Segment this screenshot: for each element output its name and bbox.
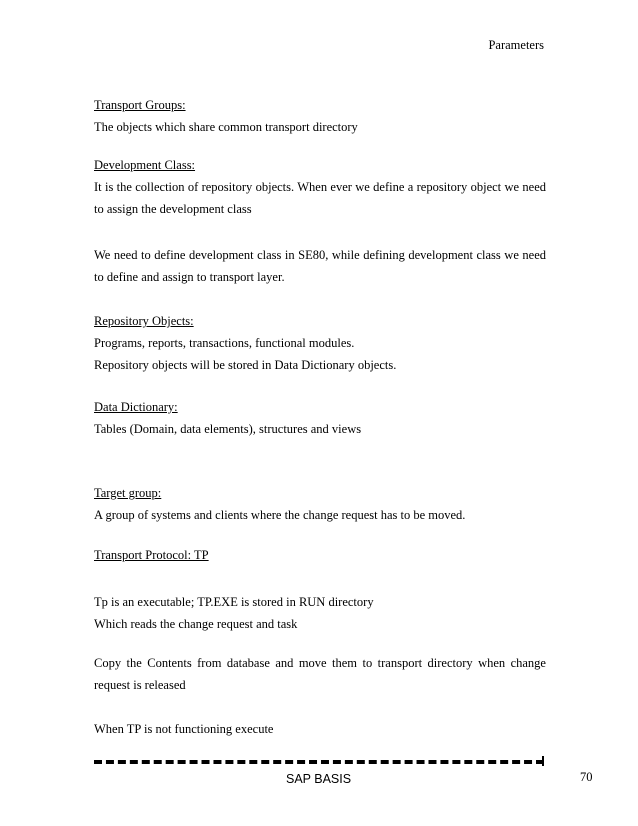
section-data-dictionary — [94, 396, 546, 440]
heading-target-group: Target group: — [94, 486, 162, 500]
section-repository-objects — [94, 310, 546, 376]
section-transport-protocol — [94, 544, 546, 566]
footer-rule-tick — [542, 756, 544, 766]
paragraph-line: A group of systems and clients where the change request has to be moved. — [94, 508, 466, 522]
heading-transport-protocol: Transport Protocol: TP — [94, 548, 209, 562]
section-tp-description — [94, 591, 546, 635]
heading-development-class: Development Class: — [94, 158, 196, 172]
paragraph-line: Repository objects will be stored in Data Dictionary objects. — [94, 358, 397, 372]
footer-title: SAP BASIS — [286, 772, 352, 786]
paragraph-line: Copy the Contents from database and move them to transport directory when change — [94, 656, 546, 670]
paragraph-line: to define and assign to transport layer. — [94, 270, 285, 284]
section-copy-contents — [94, 652, 546, 696]
paragraph-line: We need to define development class in SE80, while defining development class we need — [94, 248, 546, 262]
footer-dashed-rule — [94, 760, 544, 764]
paragraph-line: to assign the development class — [94, 202, 252, 216]
paragraph-line: Tables (Domain, data elements), structures and views — [94, 422, 362, 436]
heading-transport-groups: Transport Groups: — [94, 98, 186, 112]
paragraph-line: It is the collection of repository objects. When ever we define a repository object we need — [94, 180, 546, 194]
section-target-group — [94, 482, 546, 526]
section-development-class-note — [94, 244, 546, 288]
paragraph-line: When TP is not functioning execute — [94, 722, 274, 736]
heading-repository-objects: Repository Objects: — [94, 314, 194, 328]
section-transport-groups — [94, 94, 546, 138]
section-tp-not-functioning — [94, 718, 546, 740]
running-header: Parameters — [488, 38, 544, 52]
paragraph-line: The objects which share common transport directory — [94, 120, 358, 134]
page-number: 70 — [580, 770, 593, 784]
paragraph-line: Which reads the change request and task — [94, 617, 298, 631]
paragraph-line: Programs, reports, transactions, functional modules. — [94, 336, 355, 350]
paragraph-line: request is released — [94, 678, 186, 692]
paragraph-line: Tp is an executable; TP.EXE is stored in RUN directory — [94, 595, 374, 609]
section-development-class — [94, 154, 546, 220]
heading-data-dictionary: Data Dictionary: — [94, 400, 178, 414]
